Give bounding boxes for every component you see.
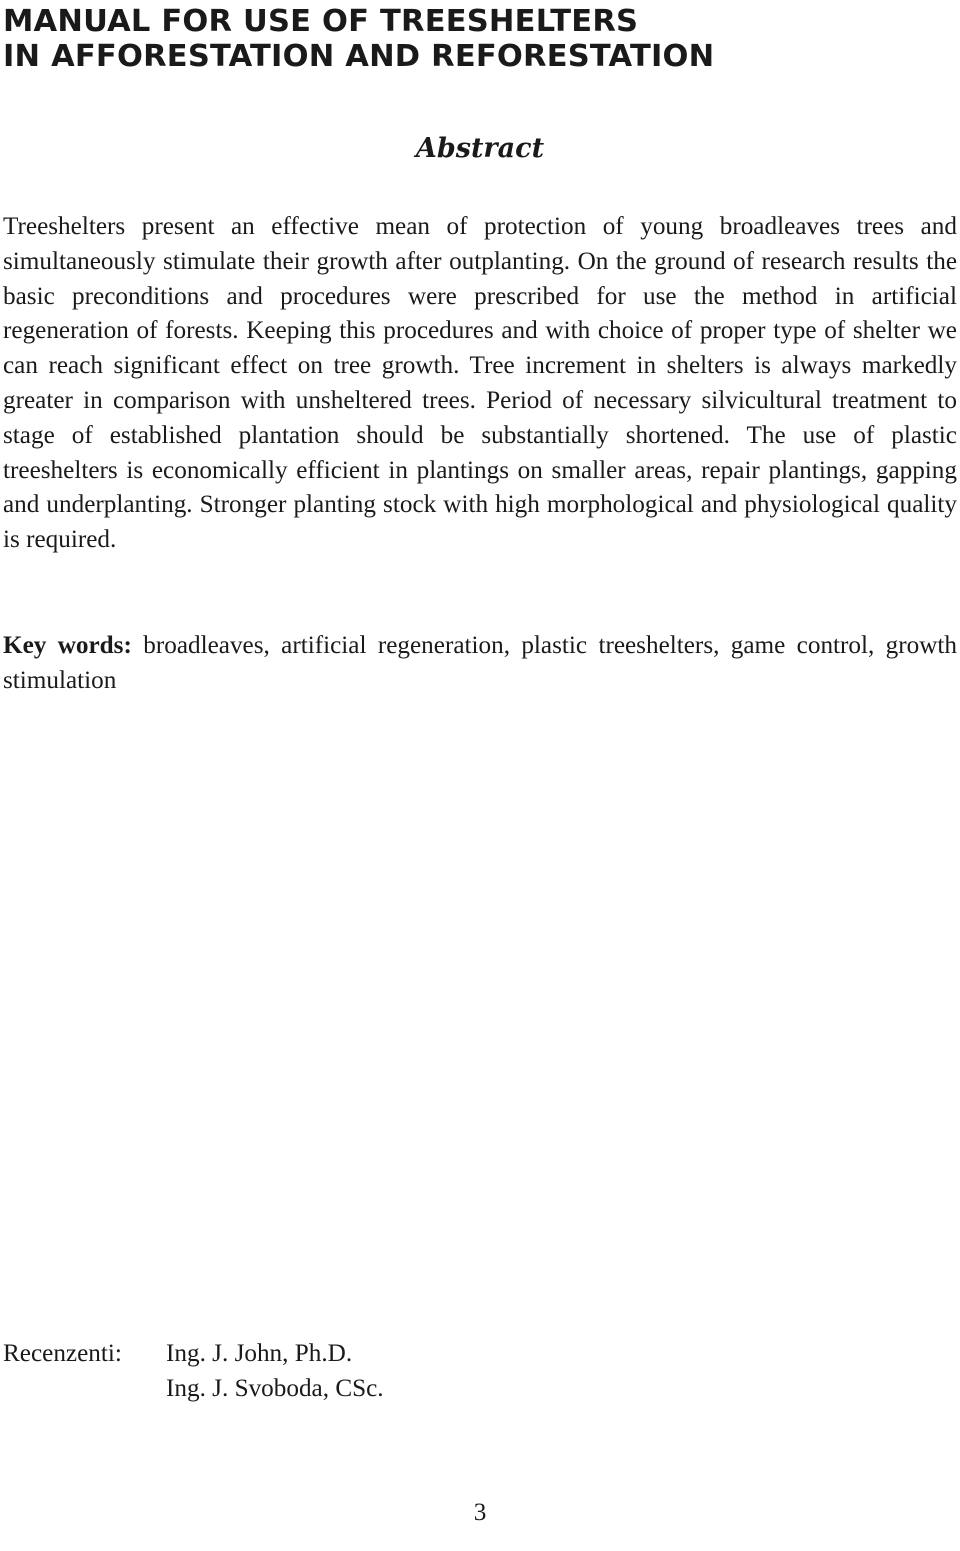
reviewer-name: Ing. J. John, Ph.D. <box>166 1340 353 1367</box>
reviewers-label: Recenzenti: <box>3 1340 122 1367</box>
page-number: 3 <box>473 1499 487 1526</box>
abstract-paragraph: Treeshelters present an effective mean of protection of young broadleaves trees and simultaneously stimulate their growth after outplanting. On the ground of research results the basic preconditions and procedures were prescribed for use the method in artificial regeneration of forests. Keeping this procedures and with choice of proper type of shelter we can reach significant effect on tree growth. Tree increment in shelters is always markedly greater in comparison with unsheltered trees. Period of necessary silvicultural treatment to stage of established plantation should be substantially shortened. The use of plastic treeshelters is economically efficient in plantings on smaller areas, repair plantings, gapping and underplanting. Stronger planting stock with high morphological and physiological quality is required. <box>3 213 957 554</box>
abstract-heading: Abstract <box>415 133 545 164</box>
reviewer-name: Ing. J. Svoboda, CSc. <box>166 1374 384 1402</box>
document-title <box>3 4 714 74</box>
reviewers-list <box>166 1337 384 1407</box>
keywords-label: Key words: <box>3 632 132 659</box>
title-line-1: MANUAL FOR USE OF TREESHELTERS <box>3 4 639 39</box>
keywords-text: broadleaves, artificial regeneration, plastic treeshelters, game control, growth stimulation <box>3 632 958 694</box>
title-line-2: IN AFFORESTATION AND REFORESTATION <box>3 39 715 74</box>
keywords-paragraph <box>3 629 957 699</box>
